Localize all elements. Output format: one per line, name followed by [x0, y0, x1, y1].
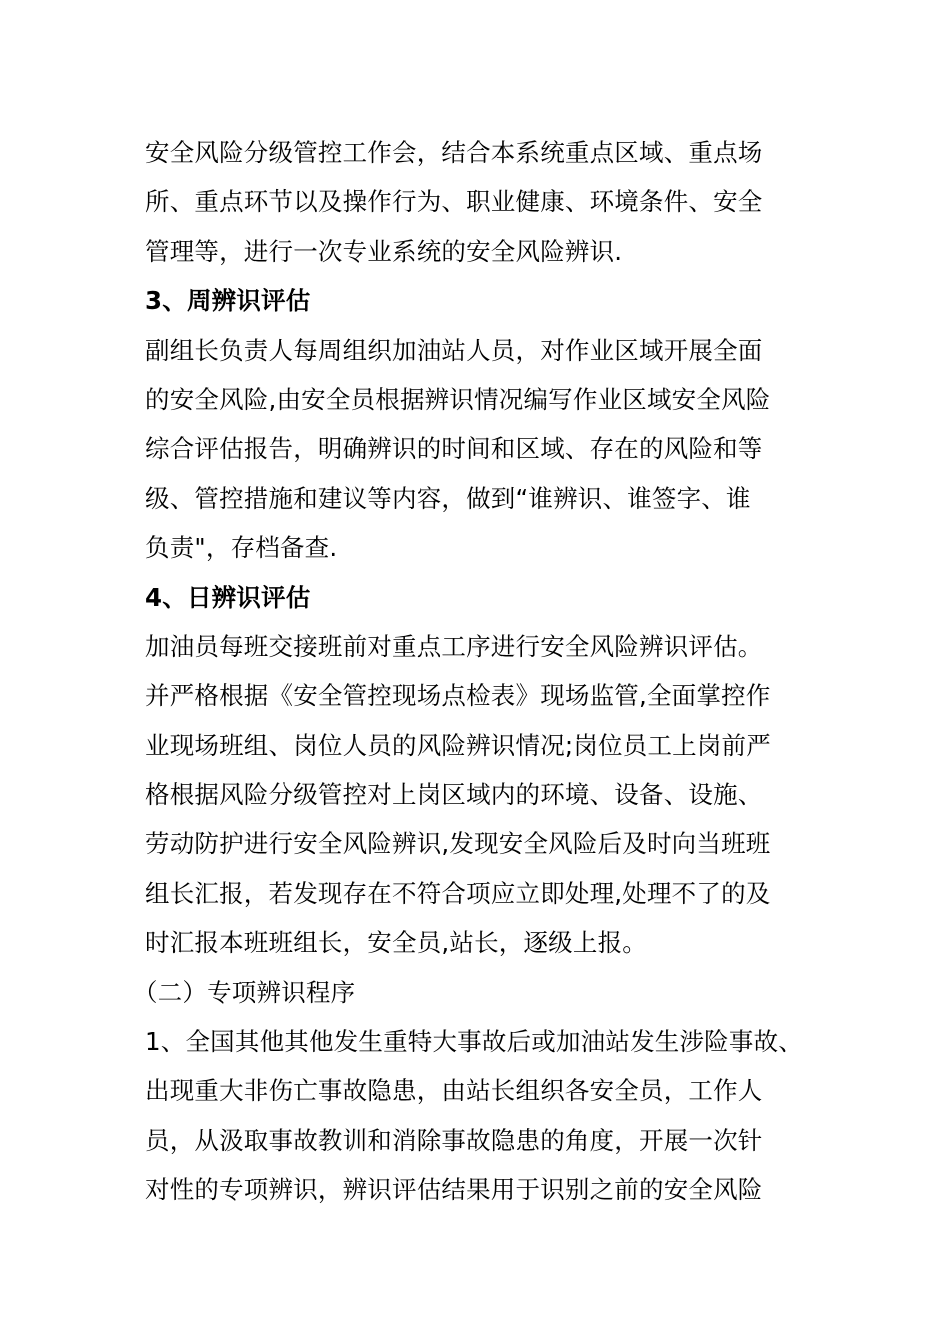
- text-line: 1、全国其他其他发生重特大事故后或加油站发生涉险事故、: [145, 1027, 803, 1057]
- text-line: 安全风险分级管控工作会，结合本系统重点区域、重点场: [145, 138, 763, 167]
- text-line: 组长汇报，若发现存在不符合项应立即处理,处理不了的及: [145, 878, 771, 908]
- section-heading: 3、周辨识评估: [145, 286, 311, 316]
- text-line: 并严格根据《安全管控现场点检表》现场监管,全面掌控作: [145, 681, 771, 711]
- text-line: 的安全风险,由安全员根据辨识情况编写作业区域安全风险: [145, 384, 771, 414]
- section-heading: 4、日辨识评估: [145, 582, 311, 612]
- text-line: 综合评估报告，明确辨识的时间和区域、存在的风险和等: [145, 434, 763, 464]
- text-line: 管理等，进行一次专业系统的安全风险辨识.: [145, 236, 623, 266]
- text-line: 级、管控措施和建议等内容，做到“谁辨识、谁签字、谁: [145, 483, 751, 513]
- text-line: 格根据风险分级管控对上岗区域内的环境、设备、设施、: [145, 780, 763, 810]
- text-line: 员，从汲取事故教训和消除事故隐患的角度，开展一次针: [145, 1125, 763, 1155]
- text-line: 对性的专项辨识，辨识评估结果用于识别之前的安全风险: [145, 1175, 763, 1205]
- text-line: 加油员每班交接班前对重点工序进行安全风险辨识评估。: [145, 631, 763, 661]
- document-body: [133, 128, 825, 1215]
- text-line: 副组长负责人每周组织加油站人员，对作业区域开展全面: [145, 335, 763, 365]
- subsection-heading: （二）专项辨识程序: [133, 977, 356, 1007]
- text-line: 业现场班组、岗位人员的风险辨识情况;岗位员工上岗前严: [145, 730, 771, 760]
- text-line: 劳动防护进行安全风险辨识,发现安全风险后及时向当班班: [145, 829, 771, 859]
- text-line: 负责"，存档备查.: [145, 533, 338, 563]
- text-line: 时汇报本班班组长，安全员,站长，逐级上报。: [145, 928, 647, 958]
- text-line: 所、重点环节以及操作行为、职业健康、环境条件、安全: [145, 187, 763, 217]
- text-line: 出现重大非伤亡事故隐患，由站长组织各安全员，工作人: [145, 1076, 763, 1106]
